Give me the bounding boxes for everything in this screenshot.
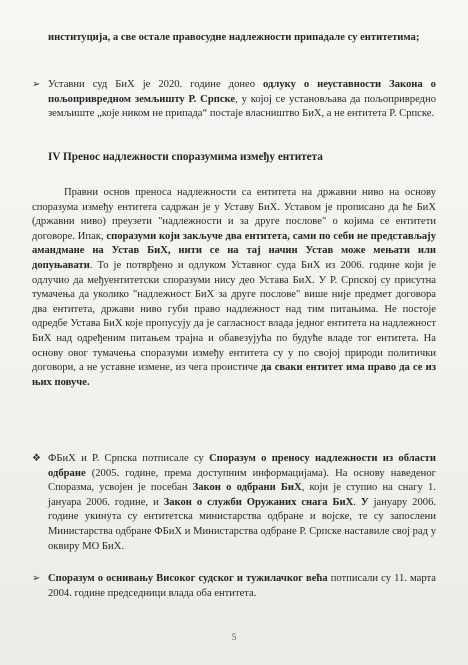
continuation-paragraph <box>32 31 436 46</box>
arrow-bullet-icon: ➢ <box>32 573 41 584</box>
arrow-bullet-icon: ➢ <box>32 79 41 90</box>
bullet-text: јануару 2006. године укинута су ентитетска министарства одбране и војске, те су запослени Министарства одбране ФБиХ и Министарства одбране Р. Српске наставиле свој рад у оквиру МО БиХ. <box>48 496 437 552</box>
section-heading: IV Пренос надлежности споразумима између ентитета <box>48 151 323 163</box>
bullet-text: потписали су 11. марта 2004. године председници влада оба ентитета. <box>48 573 436 599</box>
bullet-text: , у којој се установљава да пољопривредно земљиште „које ником не припада“ постаје власништво БиХ, а не ентитета Р. Српске. <box>48 93 437 120</box>
bullet-bold-text: У <box>360 496 369 508</box>
bullet-bold-text: Споразум о оснивању Високог судског и тужилачког већа <box>48 573 328 584</box>
bullet-text: . <box>353 496 361 508</box>
bullet-bold-text: Закон о одбрани БиХ <box>192 482 302 494</box>
bullet-bold-text: Закон о служби Оружаних снага БиХ <box>163 496 354 508</box>
main-paragraph <box>32 186 436 390</box>
continuation-text: институција, а све остале правосудне надлежности припадале су ентитетима; <box>48 32 420 43</box>
bullet-text: , који је ступио на снагу 1. јануара 2006. године, и <box>48 482 436 508</box>
section-heading-block <box>32 150 436 165</box>
bullet-defense-agreement <box>32 452 436 554</box>
paragraph-text: Правни основ преноса надлежности са ентитета на државни ниво на основу споразума између ентитета садржан је у Уставу БиХ. Уставом је прописано да ће БиХ (државни ниво) преузети "надлежности и за друге послове" о којима се ентитети договоре. Ипак, <box>32 187 436 242</box>
bullet-bold-text: Споразум о преносу надлежности из области одбране <box>48 453 436 479</box>
bullet-text: ФБиХ и Р. Српска потписале су <box>48 453 210 464</box>
page-number: 5 <box>231 632 237 642</box>
bullet-text: Уставни суд БиХ је 2020. године донео <box>48 79 264 90</box>
paragraph-text: . То је потврђено и одлуком Уставног суда БиХ из 2006. године који је одлучио да међуентитетски споразуми нису део Устава БиХ. У Р. Српској су присутна тумачења да уколико "надлежност БиХ за друге послове" више није предмет договора два ентитета, држави ниво губи право надлежност над тим питањима. Не постоје одредбе Устава БиХ које пропусују да је сагласност влада једног ентитета на надлежност БиХ над одређеним питањем трајна и обавезујућа по будуће владе тог ентитета. На основу овог тумачења споразуми између ентитета су у по својој природи политички договори, а не уставне измене, из чега проистиче <box>32 259 436 374</box>
paragraph-bold-text: споразуми који закључе два ентитета, сами по себи не представљају амандмане на Устав БиХ, нити се на тај начин Устав може мењати или допуњавати <box>32 230 436 271</box>
bullet-text: (2005. године, према доступним информацијама). На основу наведеног Споразма, усвојен је посебан <box>48 467 436 494</box>
bullet-bold-text: одлуку о неуставности Закона о пољопривредном земљишту Р. Српске <box>48 79 436 105</box>
bullet-constitutional-court-decision <box>32 78 436 122</box>
bullet-judicial-council <box>32 572 436 601</box>
diamond-bullet-icon: ❖ <box>32 453 41 464</box>
paragraph-bold-text: да сваки ентитет има право да се из њих повуче. <box>32 362 436 388</box>
